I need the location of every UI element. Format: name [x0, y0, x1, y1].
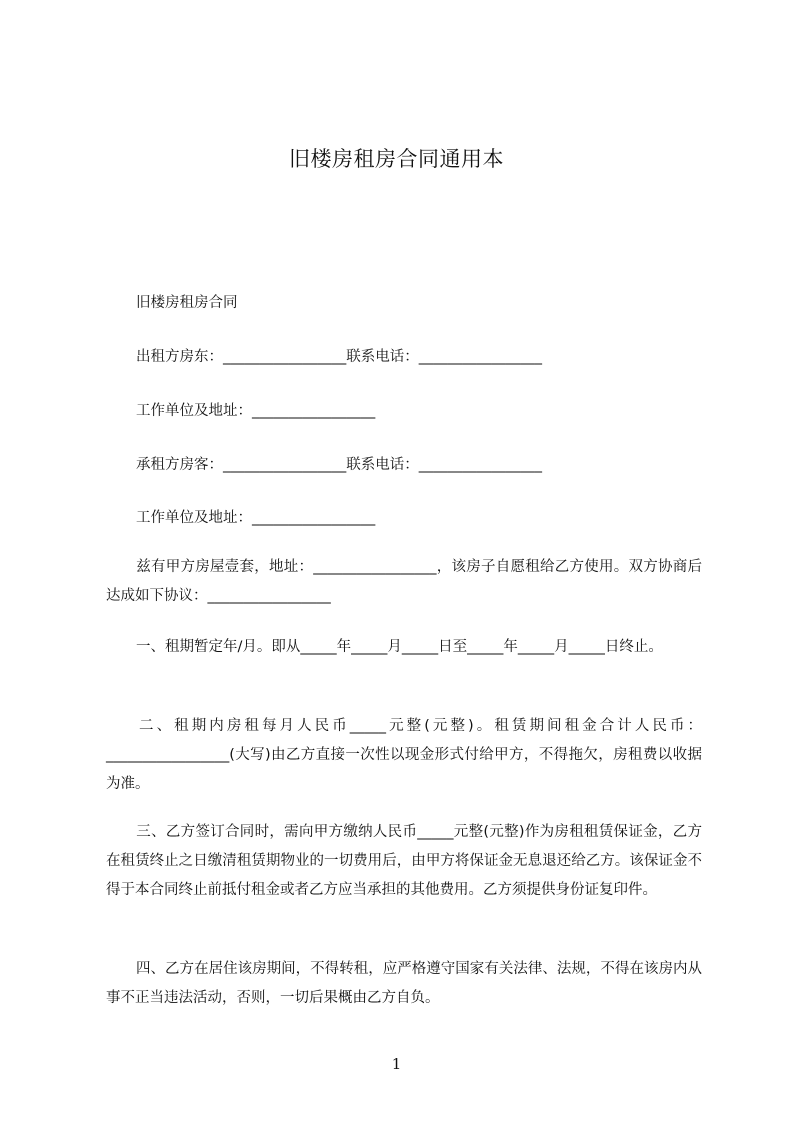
- landlord-address-line: 工作单位及地址：_________________: [136, 403, 376, 419]
- paragraph-clause-2: [106, 712, 702, 799]
- paragraph-intro: [106, 553, 702, 611]
- document-title: 旧楼房租房合同通用本: [289, 147, 504, 171]
- contract-heading: 旧楼房租房合同: [136, 295, 238, 311]
- paragraph-clause-3-text: 三、乙方签订合同时，需向甲方缴纳人民币_____元整(元整)作为房租租赁保证金，乙方在租赁终止之日缴清租赁期物业的一切费用后，由甲方将保证金无息退还给乙方。该保证金不得于本合同终止前抵付租金或者乙方应当承担的其他费用。乙方须提供身份证复印件。: [106, 824, 702, 898]
- paragraph-clause-3: [106, 818, 702, 905]
- paragraph-clause-1: [106, 633, 702, 662]
- paragraph-clause-2-text: 二、租期内房租每月人民币_____元整(元整)。租赁期间租金合计人民币：_________________(大写)由乙方直接一次性以现金形式付给甲方，不得拖欠，房租费以收据为准。: [106, 718, 702, 792]
- paragraph-clause-1-text: 一、租期暂定年/月。即从_____年_____月_____日至_____年_____月_____日终止。: [136, 639, 663, 655]
- paragraph-clause-4-text: 四、乙方在居住该房期间，不得转租，应严格遵守国家有关法律、法规，不得在该房内从事不正当违法活动，否则，一切后果概由乙方自负。: [106, 961, 702, 1006]
- landlord-line: 出租方房东：_________________联系电话：_________________: [136, 349, 542, 365]
- paragraph-clause-4: [106, 955, 702, 1013]
- tenant-line: 承租方房客：_________________联系电话：_________________: [136, 457, 542, 473]
- page-number: 1: [391, 1055, 402, 1073]
- tenant-address-line: 工作单位及地址：_________________: [136, 510, 376, 526]
- paragraph-intro-text: 兹有甲方房屋壹套，地址：_________________，该房子自愿租给乙方使用。双方协商后达成如下协议：_________________: [106, 559, 702, 604]
